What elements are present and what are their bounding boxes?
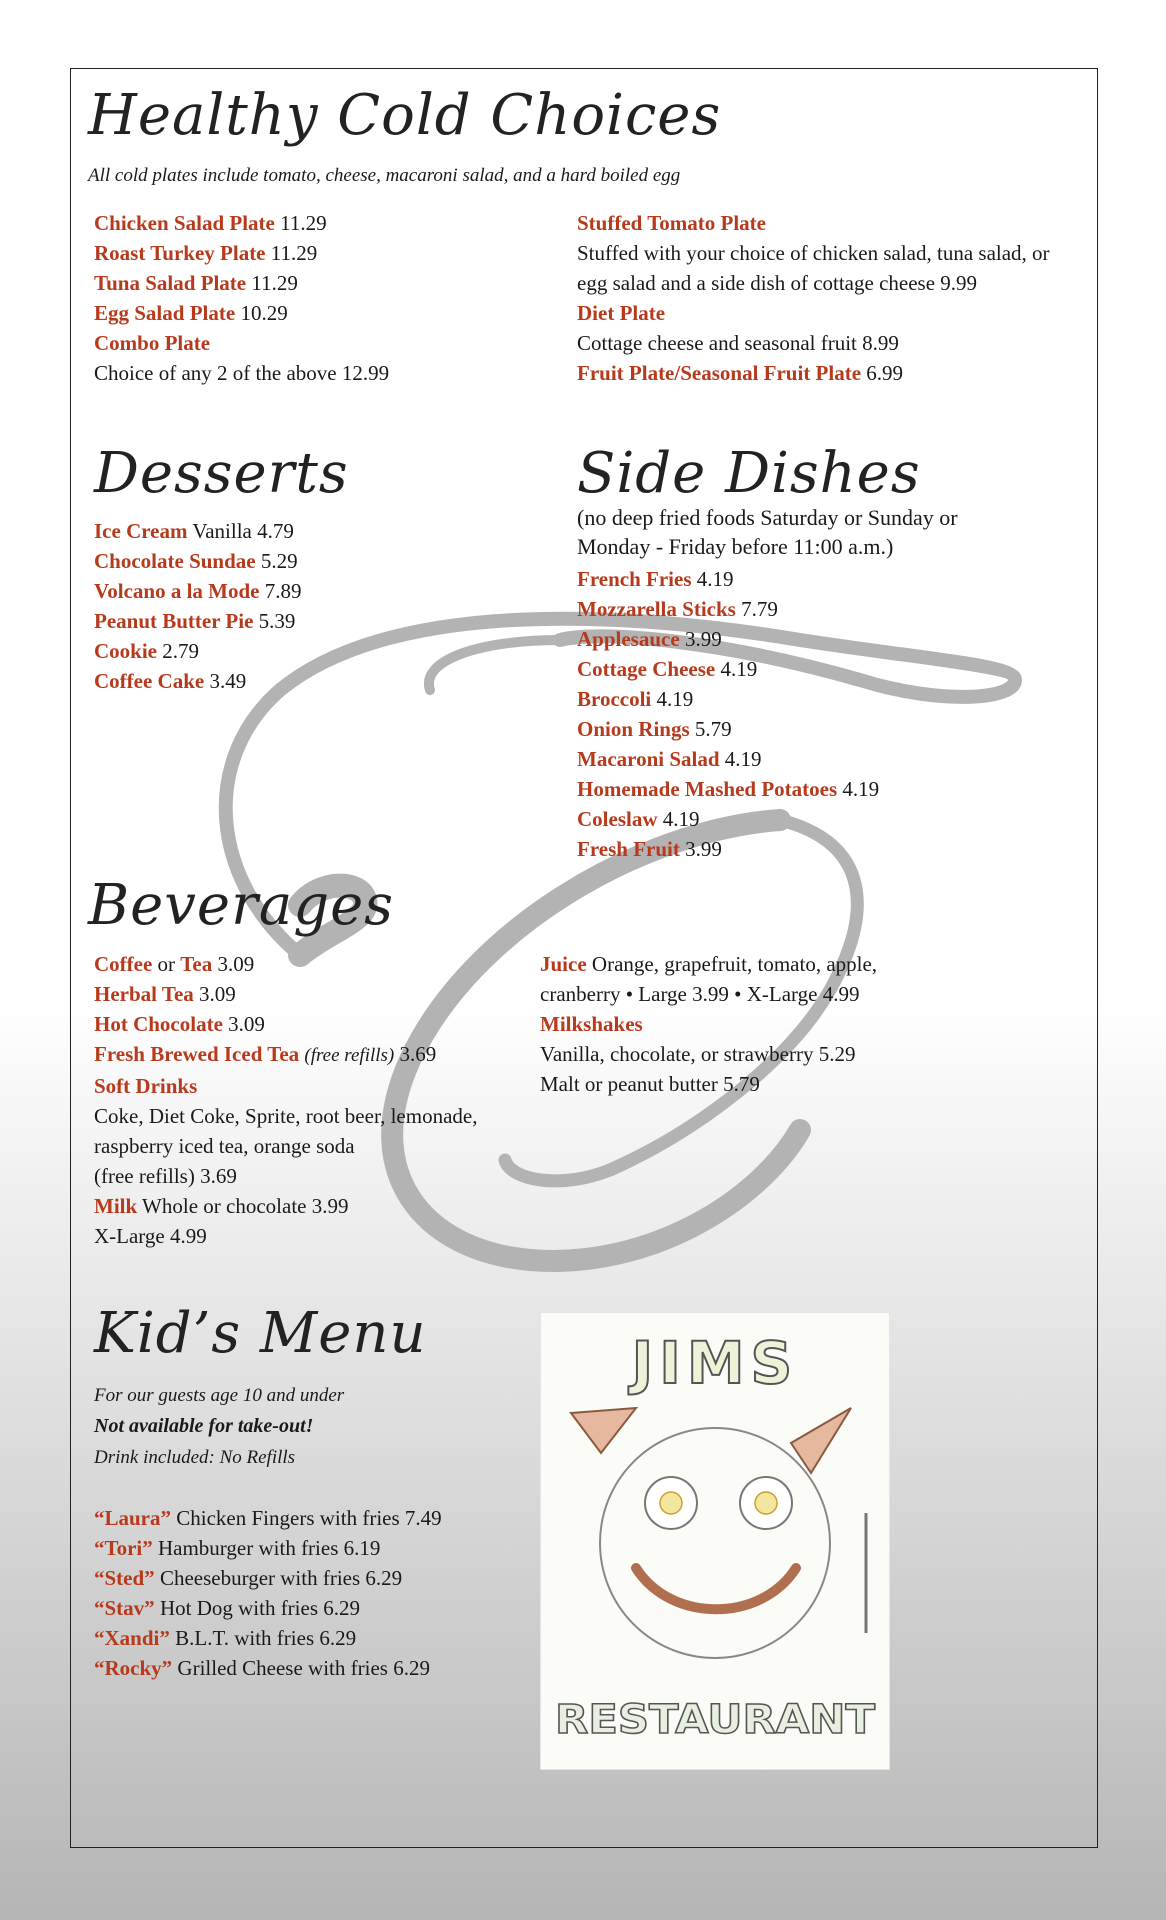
- menu-item: [577, 804, 1087, 834]
- cold-choices-heading: Healthy Cold Choices: [88, 83, 722, 148]
- item-name: Mozzarella Sticks: [577, 597, 736, 621]
- item-description: Stuffed with your choice of chicken salad, tuna salad, or: [577, 241, 1050, 265]
- item-name: Stuffed Tomato Plate: [577, 211, 766, 235]
- item-name: Onion Rings: [577, 717, 690, 741]
- item-price: 4.19: [842, 777, 880, 801]
- menu-item: [540, 1009, 1080, 1039]
- beverages-heading: Beverages: [88, 873, 394, 938]
- item-price: 4.19: [724, 747, 762, 771]
- kids-note: Drink included: No Refills: [94, 1447, 296, 1468]
- item-name: “Xandi”: [94, 1626, 170, 1650]
- item-description: Orange, grapefruit, tomato, apple,: [591, 952, 878, 976]
- side-dishes-note: (no deep fried foods Saturday or Sunday or: [577, 505, 958, 530]
- kids-menu-heading: Kid’s Menu: [94, 1301, 427, 1366]
- item-description: egg salad and a side dish of cottage cheese 9.99: [577, 271, 978, 295]
- item-description: X-Large 4.99: [94, 1224, 207, 1248]
- item-name: “Sted”: [94, 1566, 155, 1590]
- menu-item: [94, 1533, 524, 1563]
- item-name: “Stav”: [94, 1596, 155, 1620]
- menu-item: [577, 624, 1087, 654]
- item-name: Soft Drinks: [94, 1074, 198, 1098]
- item-name: Coffee: [94, 952, 153, 976]
- item-price: 3.49: [209, 669, 247, 693]
- item-name: “Rocky”: [94, 1656, 173, 1680]
- item-price: Vanilla 4.79: [192, 519, 294, 543]
- item-price: 5.79: [694, 717, 732, 741]
- item-description: Malt or peanut butter 5.79: [540, 1072, 760, 1096]
- item-name: Homemade Mashed Potatoes: [577, 777, 838, 801]
- menu-item: [577, 834, 1087, 864]
- item-price: 4.19: [720, 657, 758, 681]
- left-ear-shape: [571, 1408, 636, 1453]
- item-name: Fresh Brewed Iced Tea: [94, 1042, 300, 1066]
- item-price: 7.79: [741, 597, 778, 621]
- item-name: Tea: [180, 952, 213, 976]
- menu-item: [94, 238, 534, 268]
- item-name: Volcano a la Mode: [94, 579, 260, 603]
- side-dishes-note: Monday - Friday before 11:00 a.m.): [577, 534, 894, 559]
- menu-item: [94, 1593, 524, 1623]
- smiley-drawing: [541, 1313, 889, 1769]
- item-price: 11.29: [251, 271, 298, 295]
- menu-item: [577, 208, 1087, 238]
- item-name: Fresh Fruit: [577, 837, 680, 861]
- item-name: “Laura”: [94, 1506, 172, 1530]
- menu-item: [94, 516, 534, 546]
- side-dishes-heading: Side Dishes: [577, 441, 921, 506]
- menu-item: [94, 268, 534, 298]
- item-price: 3.09: [217, 952, 255, 976]
- menu-item: [94, 328, 534, 358]
- menu-item: [94, 208, 534, 238]
- menu-item: [94, 1623, 524, 1653]
- item-price: 6.99: [866, 361, 904, 385]
- menu-item: [94, 1653, 524, 1683]
- item-note: (free refills): [304, 1045, 395, 1066]
- item-name: Combo Plate: [94, 331, 211, 355]
- item-name: Egg Salad Plate: [94, 301, 236, 325]
- menu-item: [94, 636, 534, 666]
- face-circle: [600, 1428, 830, 1658]
- menu-item: [94, 1039, 534, 1071]
- item-description: Vanilla, chocolate, or strawberry 5.29: [540, 1042, 856, 1066]
- item-name: “Tori”: [94, 1536, 153, 1560]
- desserts-list: [94, 516, 534, 696]
- item-price: 3.69: [399, 1042, 437, 1066]
- menu-item: [94, 1191, 534, 1221]
- item-name: Chicken Salad Plate: [94, 211, 275, 235]
- item-price: 3.09: [228, 1012, 265, 1036]
- item-name: Macaroni Salad: [577, 747, 720, 771]
- item-description: cranberry • Large 3.99 • X-Large 4.99: [540, 982, 860, 1006]
- item-price: 3.99: [684, 627, 722, 651]
- menu-item: [94, 949, 534, 979]
- kids-drawing-illustration: [540, 1312, 890, 1770]
- menu-item: [94, 1009, 534, 1039]
- kids-menu-list: [94, 1503, 524, 1683]
- menu-item: [94, 298, 534, 328]
- menu-item: [577, 298, 1087, 328]
- left-yolk: [660, 1492, 682, 1514]
- menu-item: [577, 684, 1087, 714]
- cold-right-column: [577, 208, 1087, 388]
- item-name: Coleslaw: [577, 807, 658, 831]
- menu-item: [94, 1071, 534, 1101]
- item-name: Herbal Tea: [94, 982, 194, 1006]
- item-name: Tuna Salad Plate: [94, 271, 247, 295]
- item-name: Milkshakes: [540, 1012, 643, 1036]
- item-price: 11.29: [270, 241, 318, 265]
- item-description: Coke, Diet Coke, Sprite, root beer, lemonade,: [94, 1104, 478, 1128]
- menu-item: [94, 606, 534, 636]
- item-name: Fruit Plate/Seasonal Fruit Plate: [577, 361, 862, 385]
- item-price: 3.09: [199, 982, 236, 1006]
- menu-item: [94, 1563, 524, 1593]
- bacon-smile: [636, 1568, 796, 1609]
- item-description: raspberry iced tea, orange soda: [94, 1134, 355, 1158]
- item-name: French Fries: [577, 567, 692, 591]
- beverages-right-column: [540, 949, 1080, 1099]
- item-name: Applesauce: [577, 627, 680, 651]
- cold-choices-subtitle: All cold plates include tomato, cheese, macaroni salad, and a hard boiled egg: [88, 165, 681, 186]
- item-description: Whole or chocolate 3.99: [142, 1194, 349, 1218]
- item-name: Diet Plate: [577, 301, 666, 325]
- cold-left-column: [94, 208, 534, 388]
- menu-item: [577, 744, 1087, 774]
- item-name: Chocolate Sundae: [94, 549, 256, 573]
- menu-item: [577, 774, 1087, 804]
- kids-note: For our guests age 10 and under: [94, 1385, 345, 1406]
- menu-item: [577, 654, 1087, 684]
- item-price: 11.29: [280, 211, 327, 235]
- item-name: Roast Turkey Plate: [94, 241, 266, 265]
- item-price: 2.79: [162, 639, 199, 663]
- item-name: Juice: [540, 952, 587, 976]
- menu-item: [540, 949, 1080, 979]
- kids-menu-notes: [94, 1380, 524, 1473]
- item-price: 10.29: [240, 301, 288, 325]
- menu-item: [577, 714, 1087, 744]
- menu-item: [577, 594, 1087, 624]
- menu-item: [94, 979, 534, 1009]
- item-price: 4.19: [696, 567, 734, 591]
- side-dishes-list: [577, 503, 1087, 864]
- item-price: 3.99: [685, 837, 722, 861]
- menu-item: [94, 546, 534, 576]
- item-price: 4.19: [662, 807, 700, 831]
- item-name: Ice Cream: [94, 519, 188, 543]
- menu-item: [94, 666, 534, 696]
- menu-item: [577, 358, 1087, 388]
- right-ear-shape: [791, 1408, 851, 1473]
- right-yolk: [755, 1492, 777, 1514]
- menu-item: [94, 1503, 524, 1533]
- item-description: Hot Dog with fries 6.29: [159, 1596, 361, 1620]
- item-description: B.L.T. with fries 6.29: [175, 1626, 357, 1650]
- item-name: Milk: [94, 1194, 138, 1218]
- drawing-word-top: JIMS: [631, 1329, 799, 1397]
- item-connector: or: [157, 952, 176, 976]
- item-description: (free refills) 3.69: [94, 1164, 237, 1188]
- item-name: Coffee Cake: [94, 669, 205, 693]
- item-description: Cottage cheese and seasonal fruit 8.99: [577, 331, 899, 355]
- item-price: 7.89: [264, 579, 302, 603]
- item-name: Cottage Cheese: [577, 657, 716, 681]
- menu-item: [577, 564, 1087, 594]
- item-description: Chicken Fingers with fries 7.49: [176, 1506, 442, 1530]
- kids-note: Not available for take-out!: [94, 1415, 314, 1437]
- item-name: Hot Chocolate: [94, 1012, 223, 1036]
- desserts-heading: Desserts: [94, 441, 349, 506]
- item-price: 5.39: [258, 609, 296, 633]
- item-price: 4.19: [656, 687, 694, 711]
- item-name: Cookie: [94, 639, 157, 663]
- drawing-word-bottom: RESTAURANT: [555, 1697, 876, 1743]
- item-description: Choice of any 2 of the above 12.99: [94, 361, 390, 385]
- item-name: Peanut Butter Pie: [94, 609, 254, 633]
- item-description: Hamburger with fries 6.19: [157, 1536, 381, 1560]
- item-description: Grilled Cheese with fries 6.29: [177, 1656, 430, 1680]
- beverages-left-column: [94, 949, 534, 1251]
- menu-item: [94, 576, 534, 606]
- item-name: Broccoli: [577, 687, 652, 711]
- item-price: 5.29: [260, 549, 298, 573]
- item-description: Cheeseburger with fries 6.29: [159, 1566, 403, 1590]
